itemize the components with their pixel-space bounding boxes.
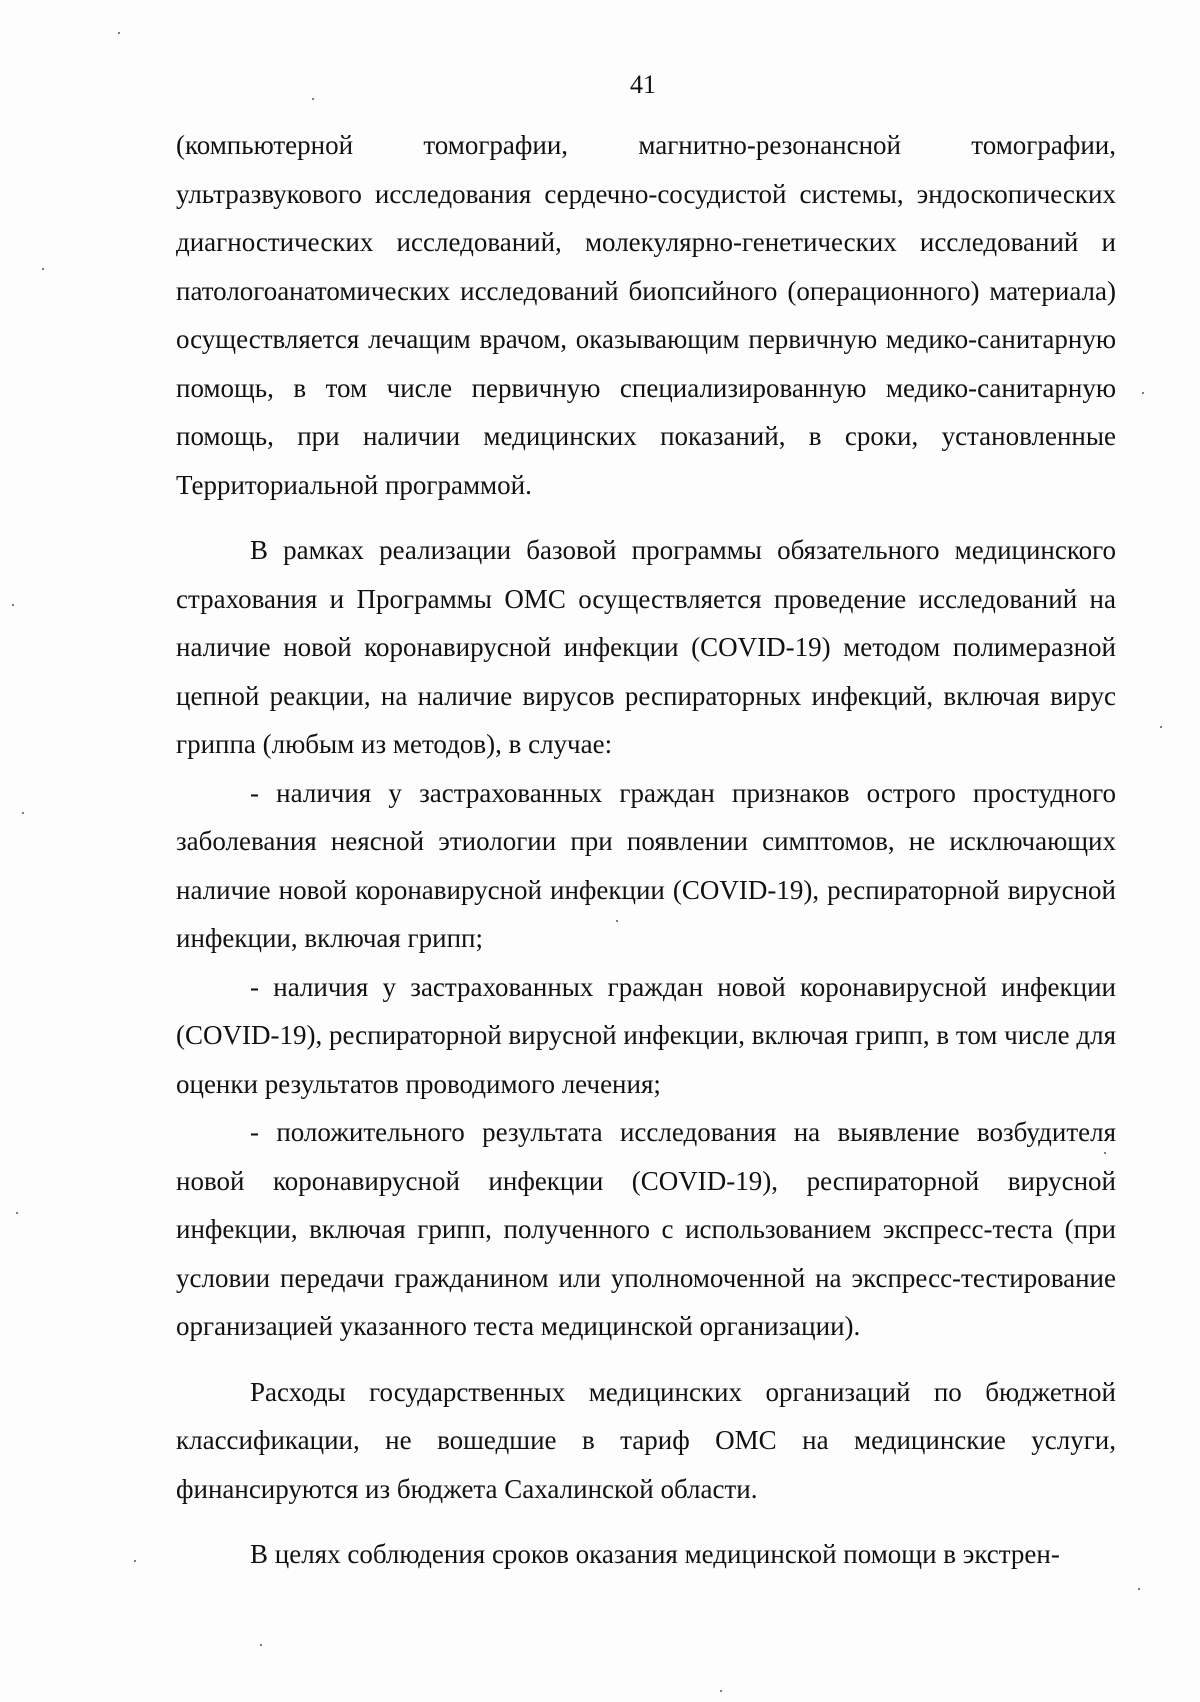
scan-speck [42, 268, 44, 270]
scan-speck [118, 32, 120, 34]
scan-speck [1138, 1588, 1140, 1590]
scan-speck [260, 1644, 262, 1646]
scan-speck [22, 812, 24, 814]
paragraph-covid-testing-intro: В рамках реализации базовой программы обязательного медицинского страхования и Программы ОМС осуществляется проведение исследований на наличие новой коронавирусной инфекции (COVID-19) методом полимеразной цепной реакции, на наличие вирусов респираторных инфекций, включая вирус гриппа (любым из методов), в случае: [176, 535, 1116, 759]
paragraph-emergency-terms: В целях соблюдения сроков оказания медицинской помощи в экстрен- [250, 1539, 1060, 1569]
list-item-symptoms: - наличия у застрахованных граждан признаков острого простудного заболевания неясной этиологии при появлении симптомов, не исключающих наличие новой коронавирусной инфекции (COVID-19), респираторной вирусной инфекции, включая грипп; [176, 777, 1116, 953]
scan-speck [12, 604, 14, 606]
page-number: 41 [630, 70, 656, 99]
document-body [176, 121, 1116, 1579]
scan-speck [1160, 726, 1162, 728]
scan-speck [134, 1560, 136, 1562]
scan-speck [1104, 1152, 1106, 1154]
scan-speck [312, 98, 314, 100]
paragraph-budget-expenses: Расходы государственных медицинских организаций по бюджетной классификации, не вошедшие в тариф ОМС на медицинские услуги, финансируются из бюджета Сахалинской области. [176, 1376, 1116, 1504]
scan-speck [720, 1690, 722, 1692]
paragraph-continuation: (компьютерной томографии, магнитно-резонансной томографии, ультразвукового исследования сердечно-сосудистой системы, эндоскопических диагностических исследований, молекулярно-генетических исследований и патологоанатомических исследований биопсийного (операционного) материала) осуществляется лечащим врачом, оказывающим первичную медико-санитарную помощь, в том числе первичную специализированную медико-санитарную помощь, при наличии медицинских показаний, в сроки, установленные Территориальной программой. [176, 130, 1116, 500]
scan-speck [1142, 392, 1144, 394]
scan-speck [616, 920, 618, 922]
list-item-express-test: - положительного результата исследования на выявление возбудителя новой коронавирусной инфекции (COVID-19), респираторной вирусной инфекции, включая грипп, полученного с использованием экспресс-теста (при условии передачи гражданином или уполномоченной на экспресс-тестирование организацией указанного теста медицинской организации). [176, 1117, 1116, 1341]
list-item-infection-present: - наличия у застрахованных граждан новой коронавирусной инфекции (COVID-19), респираторной вирусной инфекции, включая грипп, в том числе для оценки результатов проводимого лечения; [176, 971, 1116, 1099]
scan-speck [16, 1212, 18, 1214]
